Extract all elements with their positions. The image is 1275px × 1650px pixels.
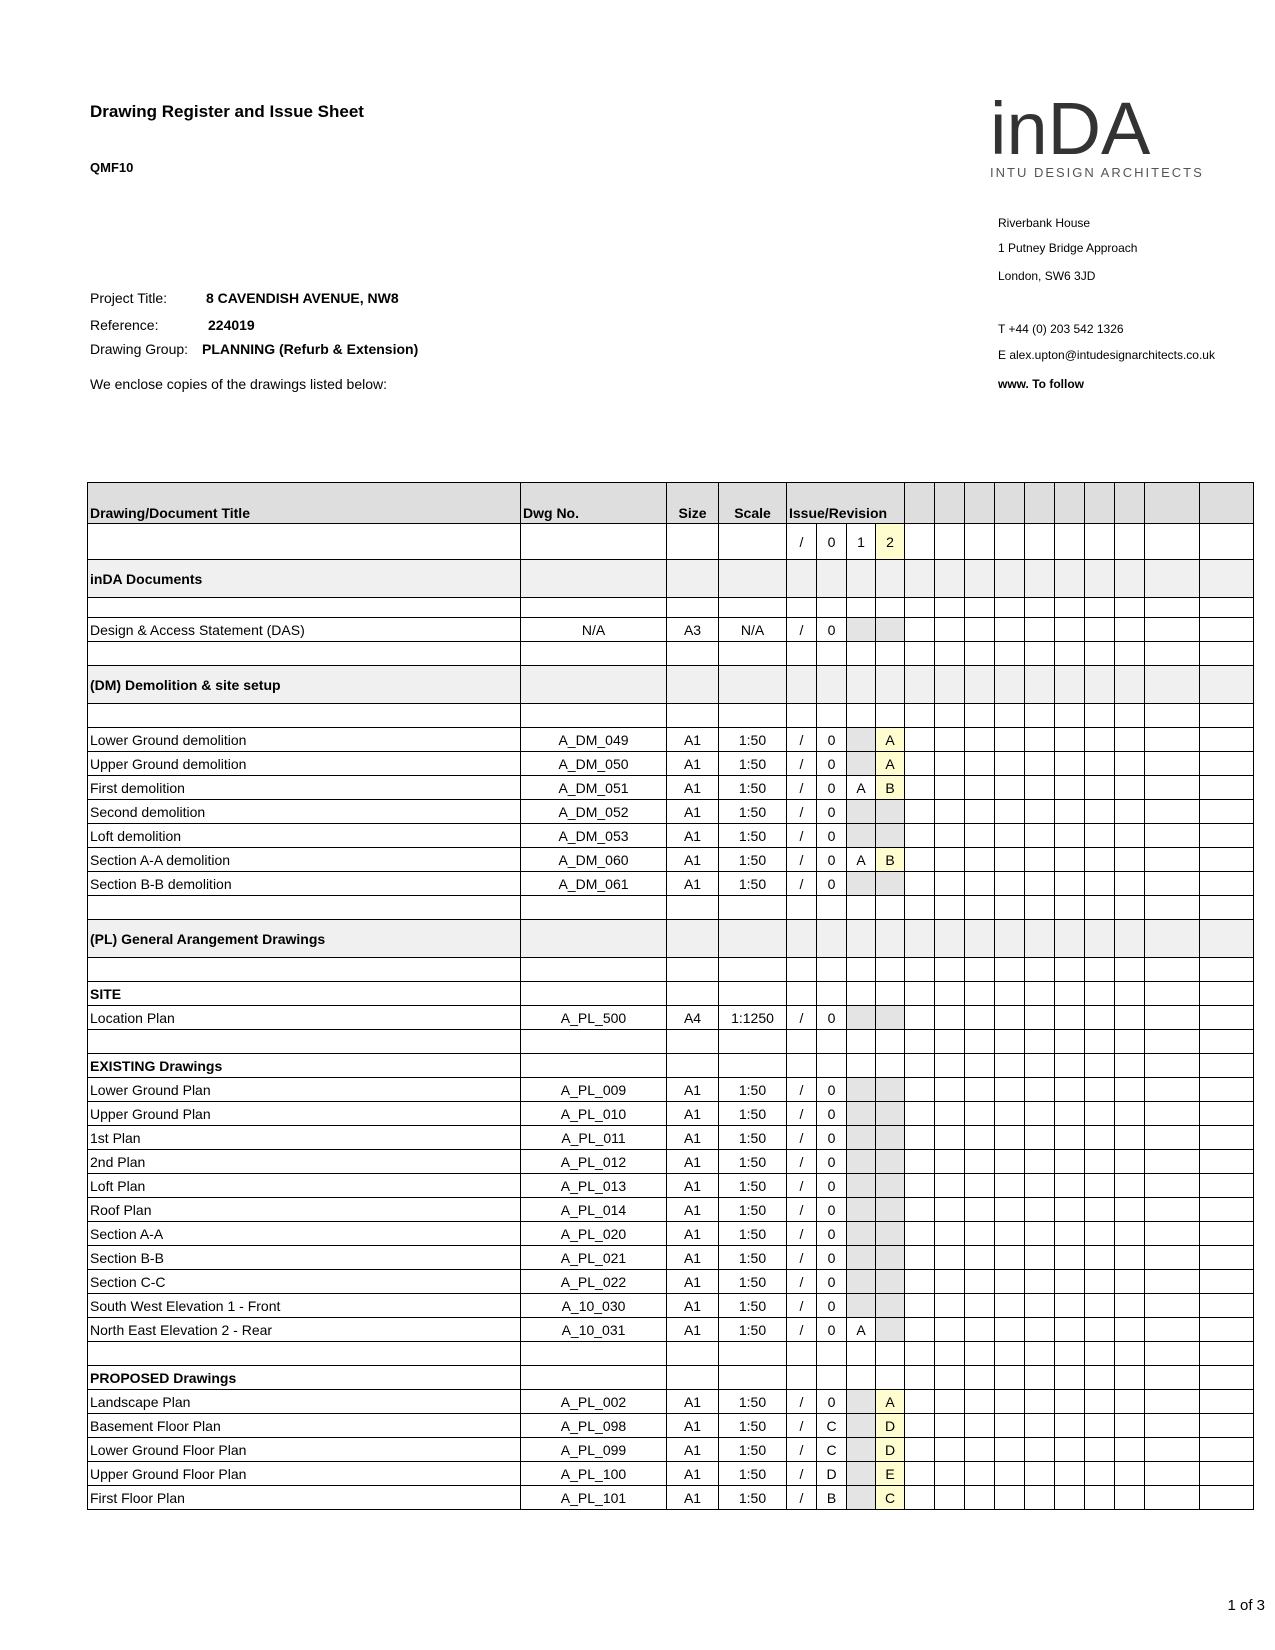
rev-2: [876, 1198, 905, 1222]
table-row: [88, 800, 1254, 824]
drawing-size: A1: [667, 1294, 719, 1318]
drawing-scale: 1:50: [719, 1390, 787, 1414]
rev-2: [876, 1294, 905, 1318]
subsection-title: PROPOSED Drawings: [88, 1366, 521, 1390]
spacer-row: [88, 1342, 1254, 1366]
rev-header-2: 2: [876, 524, 905, 560]
drawing-scale: 1:50: [719, 1102, 787, 1126]
drawing-scale: 1:50: [719, 1486, 787, 1510]
table-row: [88, 1414, 1254, 1438]
group-label: Drawing Group:: [90, 341, 189, 357]
drawing-scale: 1:50: [719, 1270, 787, 1294]
col-scale-header: Scale: [719, 483, 787, 524]
drawing-size: A4: [667, 1006, 719, 1030]
drawing-scale: 1:50: [719, 728, 787, 752]
drawing-size: A1: [667, 1486, 719, 1510]
rev-0: D: [817, 1462, 847, 1486]
drawing-size: A1: [667, 1438, 719, 1462]
table-row: [88, 752, 1254, 776]
drawing-number: A_PL_010: [521, 1102, 667, 1126]
rev-slash: /: [787, 1390, 817, 1414]
inda-logo-mark: [990, 96, 1170, 158]
drawing-title: Upper Ground Plan: [88, 1102, 521, 1126]
rev-1: [847, 1222, 876, 1246]
rev-1: [847, 1174, 876, 1198]
drawing-scale: 1:50: [719, 752, 787, 776]
rev-0: 0: [817, 872, 847, 896]
rev-0: C: [817, 1414, 847, 1438]
rev-1: [847, 1270, 876, 1294]
drawing-number: A_PL_500: [521, 1006, 667, 1030]
rev-1: [847, 1414, 876, 1438]
table-row: [88, 872, 1254, 896]
spacer-row: [88, 1030, 1254, 1054]
revision-header-row: [88, 524, 1254, 560]
rev-1: [847, 618, 876, 642]
project-value: 8 CAVENDISH AVENUE, NW8: [206, 290, 399, 306]
col-dwg-header: Dwg No.: [521, 483, 667, 524]
rev-0: 0: [817, 618, 847, 642]
drawing-size: A1: [667, 1318, 719, 1342]
enclose-text: We enclose copies of the drawings listed below:: [90, 376, 388, 392]
table-row: [88, 1294, 1254, 1318]
rev-0: 0: [817, 1270, 847, 1294]
drawing-size: A1: [667, 848, 719, 872]
rev-slash: /: [787, 1246, 817, 1270]
spacer-row: [88, 896, 1254, 920]
rev-slash: /: [787, 1198, 817, 1222]
drawing-size: A1: [667, 1462, 719, 1486]
reference-label: Reference:: [90, 317, 159, 333]
rev-1: [847, 1486, 876, 1510]
rev-2: [876, 1078, 905, 1102]
rev-1: [847, 728, 876, 752]
drawing-scale: N/A: [719, 618, 787, 642]
rev-slash: /: [787, 872, 817, 896]
rev-slash: /: [787, 848, 817, 872]
rev-0: 0: [817, 848, 847, 872]
rev-slash: /: [787, 1462, 817, 1486]
logo-text: inDA: [990, 96, 1151, 158]
rev-slash: /: [787, 1270, 817, 1294]
subsection-title: SITE: [88, 982, 521, 1006]
rev-0: 0: [817, 776, 847, 800]
spacer-row: [88, 704, 1254, 728]
drawing-size: A1: [667, 1126, 719, 1150]
drawing-number: A_PL_013: [521, 1174, 667, 1198]
rev-0: B: [817, 1486, 847, 1510]
drawing-title: Upper Ground demolition: [88, 752, 521, 776]
drawing-number: A_DM_052: [521, 800, 667, 824]
table-row: [88, 1270, 1254, 1294]
drawing-title: Location Plan: [88, 1006, 521, 1030]
drawing-title: Loft demolition: [88, 824, 521, 848]
drawing-size: A1: [667, 1414, 719, 1438]
drawing-scale: 1:50: [719, 848, 787, 872]
rev-0: 0: [817, 1126, 847, 1150]
section-demolition: [88, 666, 1254, 704]
reference-value: 224019: [208, 317, 255, 333]
drawing-title: Lower Ground Floor Plan: [88, 1438, 521, 1462]
drawing-number: A_DM_060: [521, 848, 667, 872]
rev-0: 0: [817, 1390, 847, 1414]
drawing-size: A1: [667, 728, 719, 752]
drawing-number: A_DM_049: [521, 728, 667, 752]
website: www. To follow: [998, 377, 1084, 391]
rev-1: A: [847, 1318, 876, 1342]
drawing-number: N/A: [521, 618, 667, 642]
drawing-number: A_10_030: [521, 1294, 667, 1318]
spacer-row: [88, 958, 1254, 982]
subsection-title: EXISTING Drawings: [88, 1054, 521, 1078]
drawing-size: A1: [667, 1078, 719, 1102]
spacer-row: [88, 642, 1254, 666]
drawing-number: A_DM_050: [521, 752, 667, 776]
drawing-register-table: [87, 482, 1254, 1510]
drawing-scale: 1:50: [719, 872, 787, 896]
rev-2: [876, 872, 905, 896]
rev-slash: /: [787, 800, 817, 824]
drawing-number: A_PL_101: [521, 1486, 667, 1510]
drawing-number: A_PL_098: [521, 1414, 667, 1438]
rev-1: [847, 1150, 876, 1174]
drawing-number: A_10_031: [521, 1318, 667, 1342]
table-row: [88, 1078, 1254, 1102]
group-row: [90, 341, 419, 357]
rev-1: [847, 824, 876, 848]
drawing-size: A1: [667, 1150, 719, 1174]
table-row: [88, 1006, 1254, 1030]
drawing-number: A_PL_002: [521, 1390, 667, 1414]
rev-1: [847, 872, 876, 896]
rev-slash: /: [787, 1438, 817, 1462]
logo-subtitle: INTU DESIGN ARCHITECTS: [990, 165, 1204, 180]
rev-0: 0: [817, 1198, 847, 1222]
rev-slash: /: [787, 1414, 817, 1438]
rev-slash: /: [787, 1078, 817, 1102]
rev-0: 0: [817, 728, 847, 752]
drawing-scale: 1:1250: [719, 1006, 787, 1030]
section-title: (PL) General Arangement Drawings: [88, 920, 521, 958]
rev-2: [876, 1222, 905, 1246]
col-issue-header: Issue/Revision: [787, 483, 905, 524]
rev-0: 0: [817, 1078, 847, 1102]
rev-2: E: [876, 1462, 905, 1486]
rev-0: 0: [817, 1102, 847, 1126]
rev-1: [847, 1198, 876, 1222]
drawing-title: Section A-A: [88, 1222, 521, 1246]
drawing-number: A_DM_053: [521, 824, 667, 848]
drawing-number: A_PL_014: [521, 1198, 667, 1222]
drawing-size: A1: [667, 1270, 719, 1294]
subsection-site: [88, 982, 1254, 1006]
table-row: [88, 1438, 1254, 1462]
drawing-number: A_PL_020: [521, 1222, 667, 1246]
subsection-proposed: [88, 1366, 1254, 1390]
table-row: [88, 1150, 1254, 1174]
drawing-title: Second demolition: [88, 800, 521, 824]
company-logo: [990, 96, 1204, 180]
table-row: [88, 1222, 1254, 1246]
drawing-number: A_PL_011: [521, 1126, 667, 1150]
drawing-title: First demolition: [88, 776, 521, 800]
drawing-title: South West Elevation 1 - Front: [88, 1294, 521, 1318]
rev-slash: /: [787, 1222, 817, 1246]
rev-2: [876, 800, 905, 824]
table-row: [88, 1198, 1254, 1222]
drawing-title: Section A-A demolition: [88, 848, 521, 872]
rev-slash: /: [787, 776, 817, 800]
rev-0: 0: [817, 824, 847, 848]
drawing-scale: 1:50: [719, 1222, 787, 1246]
rev-1: [847, 1438, 876, 1462]
rev-1: [847, 1294, 876, 1318]
drawing-size: A1: [667, 1246, 719, 1270]
rev-1: A: [847, 776, 876, 800]
drawing-number: A_PL_021: [521, 1246, 667, 1270]
drawing-size: A1: [667, 800, 719, 824]
drawing-size: A1: [667, 776, 719, 800]
rev-header-0: 0: [817, 524, 847, 560]
rev-slash: /: [787, 1102, 817, 1126]
rev-0: 0: [817, 1318, 847, 1342]
table-row: [88, 1318, 1254, 1342]
project-label: Project Title:: [90, 290, 168, 306]
drawing-scale: 1:50: [719, 1318, 787, 1342]
drawing-scale: 1:50: [719, 1078, 787, 1102]
table-row: [88, 1390, 1254, 1414]
drawing-scale: 1:50: [719, 1462, 787, 1486]
drawing-title: 1st Plan: [88, 1126, 521, 1150]
rev-0: 0: [817, 1006, 847, 1030]
rev-slash: /: [787, 1486, 817, 1510]
section-title: (DM) Demolition & site setup: [88, 666, 521, 704]
drawing-scale: 1:50: [719, 776, 787, 800]
form-code: QMF10: [90, 160, 134, 175]
drawing-title: Design & Access Statement (DAS): [88, 618, 521, 642]
rev-2: [876, 1246, 905, 1270]
rev-2: A: [876, 728, 905, 752]
drawing-number: A_PL_100: [521, 1462, 667, 1486]
drawing-title: North East Elevation 2 - Rear: [88, 1318, 521, 1342]
reference-row: [90, 317, 255, 333]
address-line3: London, SW6 3JD: [998, 269, 1096, 283]
drawing-number: A_PL_012: [521, 1150, 667, 1174]
rev-slash: /: [787, 1318, 817, 1342]
table-row: [88, 1246, 1254, 1270]
table-header-row: [88, 483, 1254, 524]
rev-0: 0: [817, 1246, 847, 1270]
drawing-size: A3: [667, 618, 719, 642]
drawing-size: A1: [667, 1174, 719, 1198]
rev-0: C: [817, 1438, 847, 1462]
rev-1: A: [847, 848, 876, 872]
group-value: PLANNING (Refurb & Extension): [202, 341, 419, 357]
subsection-existing: [88, 1054, 1254, 1078]
rev-2: [876, 1318, 905, 1342]
rev-2: [876, 618, 905, 642]
drawing-scale: 1:50: [719, 1126, 787, 1150]
rev-header-1: 1: [847, 524, 876, 560]
drawing-title: First Floor Plan: [88, 1486, 521, 1510]
project-row: [90, 290, 399, 306]
rev-2: [876, 1006, 905, 1030]
drawing-number: A_PL_099: [521, 1438, 667, 1462]
rev-1: [847, 800, 876, 824]
rev-slash: /: [787, 1174, 817, 1198]
table-row: [88, 776, 1254, 800]
rev-slash: /: [787, 1006, 817, 1030]
drawing-scale: 1:50: [719, 1198, 787, 1222]
rev-slash: /: [787, 824, 817, 848]
rev-0: 0: [817, 1222, 847, 1246]
drawing-scale: 1:50: [719, 1174, 787, 1198]
table-row: [88, 728, 1254, 752]
rev-2: D: [876, 1438, 905, 1462]
rev-2: A: [876, 1390, 905, 1414]
table-row: [88, 1462, 1254, 1486]
section-general-arrangement: [88, 920, 1254, 958]
rev-slash: /: [787, 752, 817, 776]
table-row: [88, 1126, 1254, 1150]
drawing-title: Landscape Plan: [88, 1390, 521, 1414]
drawing-size: A1: [667, 872, 719, 896]
table-row: [88, 1174, 1254, 1198]
table-row: [88, 618, 1254, 642]
rev-2: A: [876, 752, 905, 776]
drawing-title: Loft Plan: [88, 1174, 521, 1198]
drawing-scale: 1:50: [719, 1294, 787, 1318]
rev-1: [847, 1006, 876, 1030]
drawing-size: A1: [667, 752, 719, 776]
drawing-title: Upper Ground Floor Plan: [88, 1462, 521, 1486]
drawing-title: Roof Plan: [88, 1198, 521, 1222]
drawing-size: A1: [667, 1222, 719, 1246]
rev-1: [847, 1078, 876, 1102]
rev-2: [876, 1150, 905, 1174]
rev-slash: /: [787, 1126, 817, 1150]
col-title-header: Drawing/Document Title: [88, 483, 521, 524]
address-line2: 1 Putney Bridge Approach: [998, 241, 1138, 255]
rev-2: [876, 1126, 905, 1150]
drawing-scale: 1:50: [719, 1150, 787, 1174]
drawing-number: A_PL_009: [521, 1078, 667, 1102]
email: E alex.upton@intudesignarchitects.co.uk: [998, 348, 1215, 362]
table-row: [88, 1102, 1254, 1126]
rev-2: [876, 1270, 905, 1294]
table-row: [88, 824, 1254, 848]
section-inda-documents: [88, 560, 1254, 598]
drawing-scale: 1:50: [719, 824, 787, 848]
rev-1: [847, 1126, 876, 1150]
rev-1: [847, 752, 876, 776]
page-title: Drawing Register and Issue Sheet: [90, 102, 364, 121]
rev-1: [847, 1246, 876, 1270]
drawing-scale: 1:50: [719, 800, 787, 824]
drawing-number: A_DM_051: [521, 776, 667, 800]
rev-2: [876, 1174, 905, 1198]
rev-2: [876, 824, 905, 848]
page-number: 1 of 3: [1227, 1597, 1265, 1614]
drawing-title: Basement Floor Plan: [88, 1414, 521, 1438]
drawing-title: Section B-B: [88, 1246, 521, 1270]
drawing-size: A1: [667, 1198, 719, 1222]
rev-1: [847, 1462, 876, 1486]
drawing-size: A1: [667, 1390, 719, 1414]
drawing-title: Section B-B demolition: [88, 872, 521, 896]
rev-slash: /: [787, 1294, 817, 1318]
table-row: [88, 848, 1254, 872]
rev-0: 0: [817, 1150, 847, 1174]
rev-slash: /: [787, 618, 817, 642]
drawing-size: A1: [667, 1102, 719, 1126]
drawing-number: A_PL_022: [521, 1270, 667, 1294]
rev-slash: /: [787, 1150, 817, 1174]
drawing-scale: 1:50: [719, 1414, 787, 1438]
rev-slash: /: [787, 728, 817, 752]
rev-2: [876, 1102, 905, 1126]
drawing-title: Section C-C: [88, 1270, 521, 1294]
col-size-header: Size: [667, 483, 719, 524]
rev-0: 0: [817, 800, 847, 824]
rev-2: B: [876, 776, 905, 800]
table-row: [88, 1486, 1254, 1510]
rev-1: [847, 1390, 876, 1414]
drawing-scale: 1:50: [719, 1438, 787, 1462]
rev-0: 0: [817, 1174, 847, 1198]
drawing-scale: 1:50: [719, 1246, 787, 1270]
drawing-title: Lower Ground demolition: [88, 728, 521, 752]
address-line1: Riverbank House: [998, 216, 1091, 230]
rev-2: D: [876, 1414, 905, 1438]
phone: T +44 (0) 203 542 1326: [998, 322, 1124, 336]
rev-0: 0: [817, 1294, 847, 1318]
rev-0: 0: [817, 752, 847, 776]
section-title: inDA Documents: [88, 560, 521, 598]
rev-1: [847, 1102, 876, 1126]
rev-2: C: [876, 1486, 905, 1510]
spacer-row: [88, 598, 1254, 618]
rev-2: B: [876, 848, 905, 872]
drawing-title: Lower Ground Plan: [88, 1078, 521, 1102]
rev-header-slash: /: [787, 524, 817, 560]
drawing-size: A1: [667, 824, 719, 848]
drawing-title: 2nd Plan: [88, 1150, 521, 1174]
drawing-number: A_DM_061: [521, 872, 667, 896]
